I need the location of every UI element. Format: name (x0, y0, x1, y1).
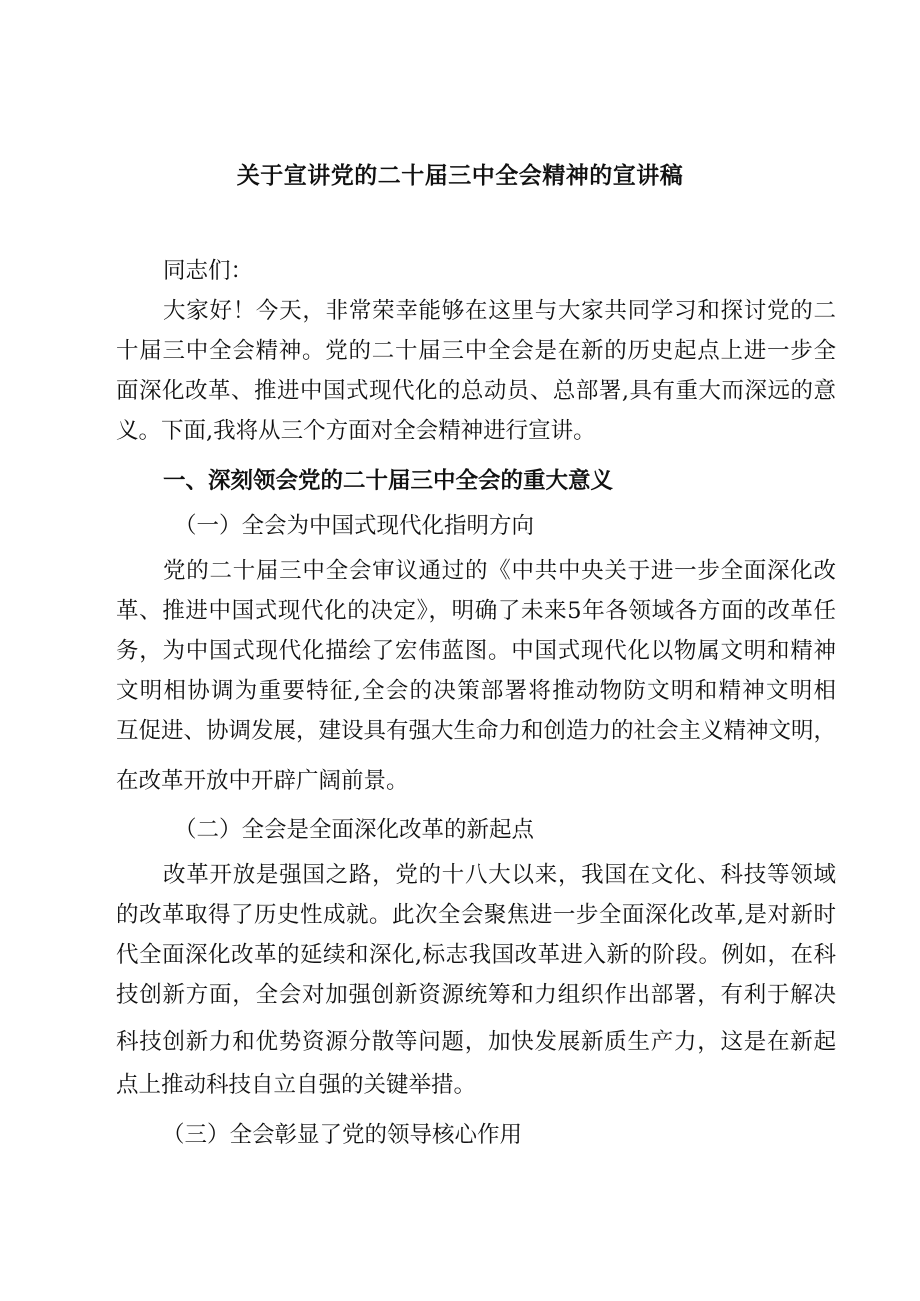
intro-line: 十届三中全会精神。党的二十届三中全会是在新的历史起点上进一步全 (116, 338, 836, 364)
paragraph-line: 代全面深化改革的延续和深化,标志我国改革进入新的阶段。例如，在科 (116, 942, 836, 968)
paragraph-line: 技创新方面，全会对加强创新资源统筹和力组织作出部署，有利于解决 (116, 982, 836, 1008)
section-heading: 一、深刻领会党的二十届三中全会的重大意义 (163, 468, 614, 494)
subsection-heading: （三）全会彰显了党的领导核心作用 (162, 1122, 523, 1148)
paragraph-line: 科技创新力和优势资源分散等问题，加快发展新质生产力，这是在新起 (116, 1029, 836, 1055)
paragraph-line: 务，为中国式现代化描绘了宏伟蓝图。中国式现代化以物属文明和精神 (116, 638, 836, 664)
document-title: 关于宣讲党的二十届三中全会精神的宣讲稿 (236, 163, 684, 189)
subsection-heading: （一）全会为中国式现代化指明方向 (174, 513, 535, 539)
subsection-heading: （二）全会是全面深化改革的新起点 (174, 817, 535, 843)
intro-line: 面深化改革、推进中国式现代化的总动员、总部署,具有重大而深远的意 (116, 378, 836, 404)
paragraph-line: 的改革取得了历史性成就。此次全会聚焦进一步全面深化改革,是对新时 (116, 902, 836, 928)
paragraph-line: 革、推进中国式现代化的决定》，明确了未来5年各领域各方面的改革任 (116, 598, 836, 624)
greeting: 同志们： (163, 258, 254, 284)
intro-line: 大家好！今天，非常荣幸能够在这里与大家共同学习和探讨党的二 (163, 298, 836, 324)
paragraph-line: 互促进、协调发展，建设具有强大生命力和创造力的社会主义精神文明， (116, 718, 837, 744)
intro-line: 义。下面,我将从三个方面对全会精神进行宣讲。 (116, 418, 596, 444)
paragraph-line: 在改革开放中开辟广阔前景。 (116, 768, 409, 794)
paragraph-line: 文明相协调为重要特征,全会的决策部署将推动物防文明和精神文明相 (116, 678, 836, 704)
paragraph-line: 点上推动科技自立自强的关键举措。 (116, 1072, 477, 1098)
paragraph-line: 改革开放是强国之路，党的十八大以来，我国在文化、科技等领域 (163, 862, 836, 888)
paragraph-line: 党的二十届三中全会审议通过的《中共中央关于进一步全面深化改 (163, 558, 836, 584)
